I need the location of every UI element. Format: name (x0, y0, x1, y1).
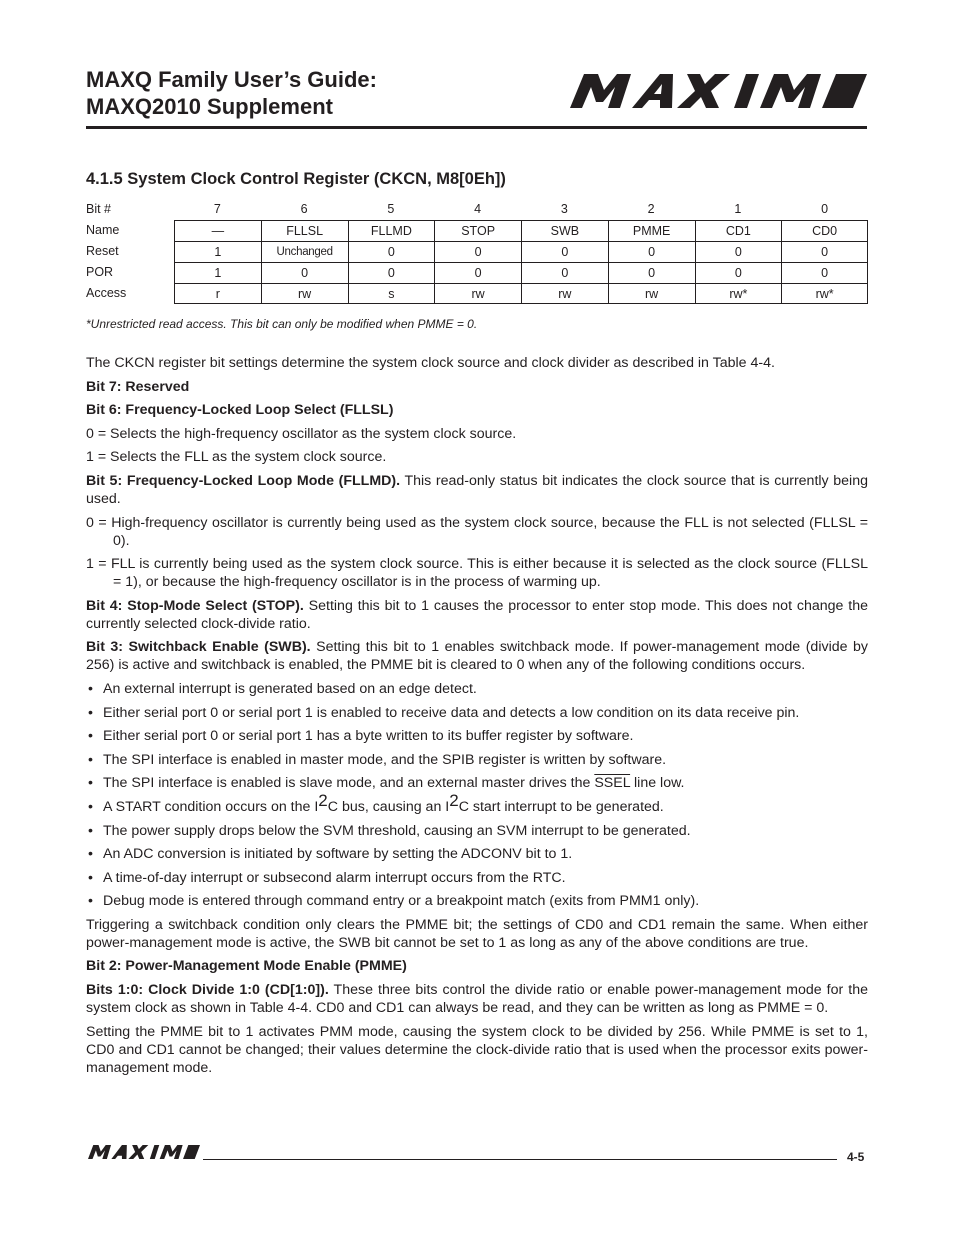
bit6-option-0: 0 = Selects the high-frequency oscillator as the system clock source. (86, 425, 517, 442)
bit5-heading: Bit 5: Frequency-Locked Loop Mode (FLLMD). (86, 472, 401, 489)
bits10-heading: Bits 1:0: Clock Divide 1:0 (CD[1:0]). (86, 982, 329, 999)
access-cell: rw (434, 283, 521, 304)
access-cell: rw (608, 283, 695, 304)
bit5-paragraph (86, 472, 868, 508)
bit5-option-1: 1 = FLL is currently being used as the system clock source. This is either because it is selected as the clock source (FLLSL = 1), or because the high-frequency oscillator is in the process of warming up. (86, 556, 868, 591)
por-cell: 0 (608, 262, 695, 283)
bit6-option-1: 1 = Selects the FLL as the system clock source. (86, 449, 387, 466)
document-title (86, 66, 377, 120)
bit-number-row (86, 199, 868, 220)
list-item: • A time-of-day interrupt or subsecond alarm interrupt occurs from the RTC. (88, 869, 566, 886)
list-item: • An external interrupt is generated based on an edge detect. (88, 680, 477, 697)
name-row (86, 220, 868, 241)
reset-cell: 0 (781, 241, 868, 262)
bit4-heading: Bit 4: Stop-Mode Select (STOP). (86, 597, 304, 614)
reset-cell: 0 (434, 241, 521, 262)
bullet-glyph: • (88, 846, 93, 863)
por-row (86, 262, 868, 283)
name-cell: FLLMD (348, 220, 435, 241)
bullet-glyph: • (88, 822, 93, 839)
por-cell: 0 (434, 262, 521, 283)
access-cell: rw (261, 283, 348, 304)
list-item: • Either serial port 0 or serial port 1 has a byte written to its buffer register by software. (88, 728, 634, 745)
por-cell: 0 (521, 262, 608, 283)
name-cell: CD1 (695, 220, 782, 241)
por-cell: 0 (781, 262, 868, 283)
access-cell: r (174, 283, 261, 304)
bits10-paragraph (86, 981, 868, 1017)
bit-number-cell: 7 (213, 202, 221, 216)
name-cell: STOP (434, 220, 521, 241)
header-rule (86, 126, 867, 129)
reset-cell: 0 (608, 241, 695, 262)
bullet-glyph: • (88, 893, 93, 910)
list-item: • A START condition occurs on the I2C bus, causing an I2C start interrupt to be generated. (88, 790, 664, 815)
bit6-heading: Bit 6: Frequency-Locked Loop Select (FLLSL) (86, 402, 394, 419)
por-cell: 0 (348, 262, 435, 283)
por-cell: 0 (695, 262, 782, 283)
row-label-bit: Bit # (86, 202, 112, 216)
bit2-heading: Bit 2: Power-Management Mode Enable (PMME) (86, 958, 407, 975)
name-cell: CD0 (781, 220, 868, 241)
access-cell: rw* (695, 283, 782, 304)
bullet-glyph: • (88, 869, 93, 886)
ssel-signal: SSEL (594, 775, 631, 792)
bullet-glyph: • (88, 775, 93, 792)
bit4-paragraph (86, 597, 868, 633)
intro-paragraph: The CKCN register bit settings determine the system clock source and clock divider as described in Table 4-4. (86, 355, 775, 371)
row-label-name: Name (86, 223, 120, 237)
bullet-glyph: • (88, 751, 93, 768)
switchback-trigger-paragraph: Triggering a switchback condition only clears the PMME bit; the settings of CD0 and CD1 remain the same. When either power-management mode is active, the SWB bit cannot be set to 1 as long as any of the above conditions are true. (86, 916, 868, 951)
bullet-glyph: • (88, 728, 93, 745)
por-cell: 1 (174, 262, 261, 283)
bit-number-cell: 5 (387, 202, 395, 216)
page-number: 4-5 (847, 1150, 865, 1164)
bullet-glyph: • (88, 680, 93, 697)
bit3-paragraph (86, 638, 868, 674)
name-cell: PMME (608, 220, 695, 241)
list-item: • An ADC conversion is initiated by software by setting the ADCONV bit to 1. (88, 846, 573, 863)
list-item: • The SPI interface is enabled is slave mode, and an external master drives the SSEL line low. (88, 775, 685, 792)
bit-number-cell: 4 (474, 202, 482, 216)
access-cell: rw (521, 283, 608, 304)
bit5-description: This read-only status bit indicates the clock source that is currently being used. (86, 472, 868, 507)
reset-cell: 0 (521, 241, 608, 262)
bit4-description: Setting this bit to 1 causes the processor to enter stop mode. This does not change the currently selected clock-divide ratio. (86, 597, 868, 632)
bit-number-cell: 1 (734, 202, 742, 216)
name-cell: SWB (521, 220, 608, 241)
row-label-por: POR (86, 265, 114, 279)
footer-rule (203, 1159, 837, 1160)
bit-number-cell: 0 (821, 202, 829, 216)
register-table (86, 199, 868, 304)
document-title-line2: MAXQ2010 Supplement (86, 94, 333, 119)
table-footnote: *Unrestricted read access. This bit can only be modified when PMME = 0. (86, 317, 478, 331)
bit5-option-0: 0 = High-frequency oscillator is currently being used as the system clock source, because the FLL is not selected (FLLSL = 0). (86, 514, 868, 549)
section-title: 4.1.5 System Clock Control Register (CKCN, M8[0Eh]) (86, 170, 506, 188)
list-item: • Either serial port 0 or serial port 1 is enabled to receive data and detects a low condition on its data receive pin. (88, 704, 800, 721)
maxim-logo (570, 74, 867, 108)
row-label-access: Access (86, 286, 127, 300)
access-row (86, 283, 868, 304)
name-cell: — (174, 220, 261, 241)
reset-cell: 0 (348, 241, 435, 262)
bullet-glyph: • (88, 798, 93, 815)
reset-cell: Unchanged (261, 241, 348, 262)
bullet-glyph: • (88, 704, 93, 721)
list-item: • The SPI interface is enabled in master mode, and the SPIB register is written by software. (88, 751, 667, 768)
reset-cell: 0 (695, 241, 782, 262)
reset-row (86, 241, 868, 262)
bit-number-cell: 3 (560, 202, 568, 216)
row-label-reset: Reset (86, 244, 119, 258)
body-text (86, 354, 868, 1082)
list-item: • The power supply drops below the SVM threshold, causing an SVM interrupt to be generated. (88, 822, 691, 839)
bit7-heading: Bit 7: Reserved (86, 378, 190, 395)
reset-cell: 1 (174, 241, 261, 262)
bit-number-cell: 2 (647, 202, 655, 216)
pmme-paragraph: Setting the PMME bit to 1 activates PMM mode, causing the system clock to be divided by 256. While PMME is set to 1, CD0 and CD1 cannot be changed; their values determine the clock-divide ratio that is used when the processor exits power-management mode. (86, 1023, 868, 1076)
access-cell: rw* (781, 283, 868, 304)
bit-number-cell: 6 (300, 202, 308, 216)
list-item: • Debug mode is entered through command entry or a breakpoint match (exits from PMM1 only). (88, 893, 700, 910)
bit3-heading: Bit 3: Switchback Enable (SWB). (86, 639, 311, 656)
access-cell: s (348, 283, 435, 304)
document-title-line1: MAXQ Family User’s Guide: (86, 67, 377, 92)
por-cell: 0 (261, 262, 348, 283)
switchback-conditions-list (86, 680, 868, 910)
bit3-description: Setting this bit to 1 enables switchback mode. If power-management mode (divide by 256) is active and switchback is enabled, the PMME bit is cleared to 0 when any of the following conditions occurs. (86, 639, 868, 674)
maxim-footer-logo (88, 1145, 200, 1159)
bits10-description: These three bits control the divide ratio or enable power-management mode for the system clock as shown in Table 4-4. CD0 and CD1 can always be read, and they can be written as long as PMME = 0. (86, 982, 868, 1017)
name-cell: FLLSL (261, 220, 348, 241)
